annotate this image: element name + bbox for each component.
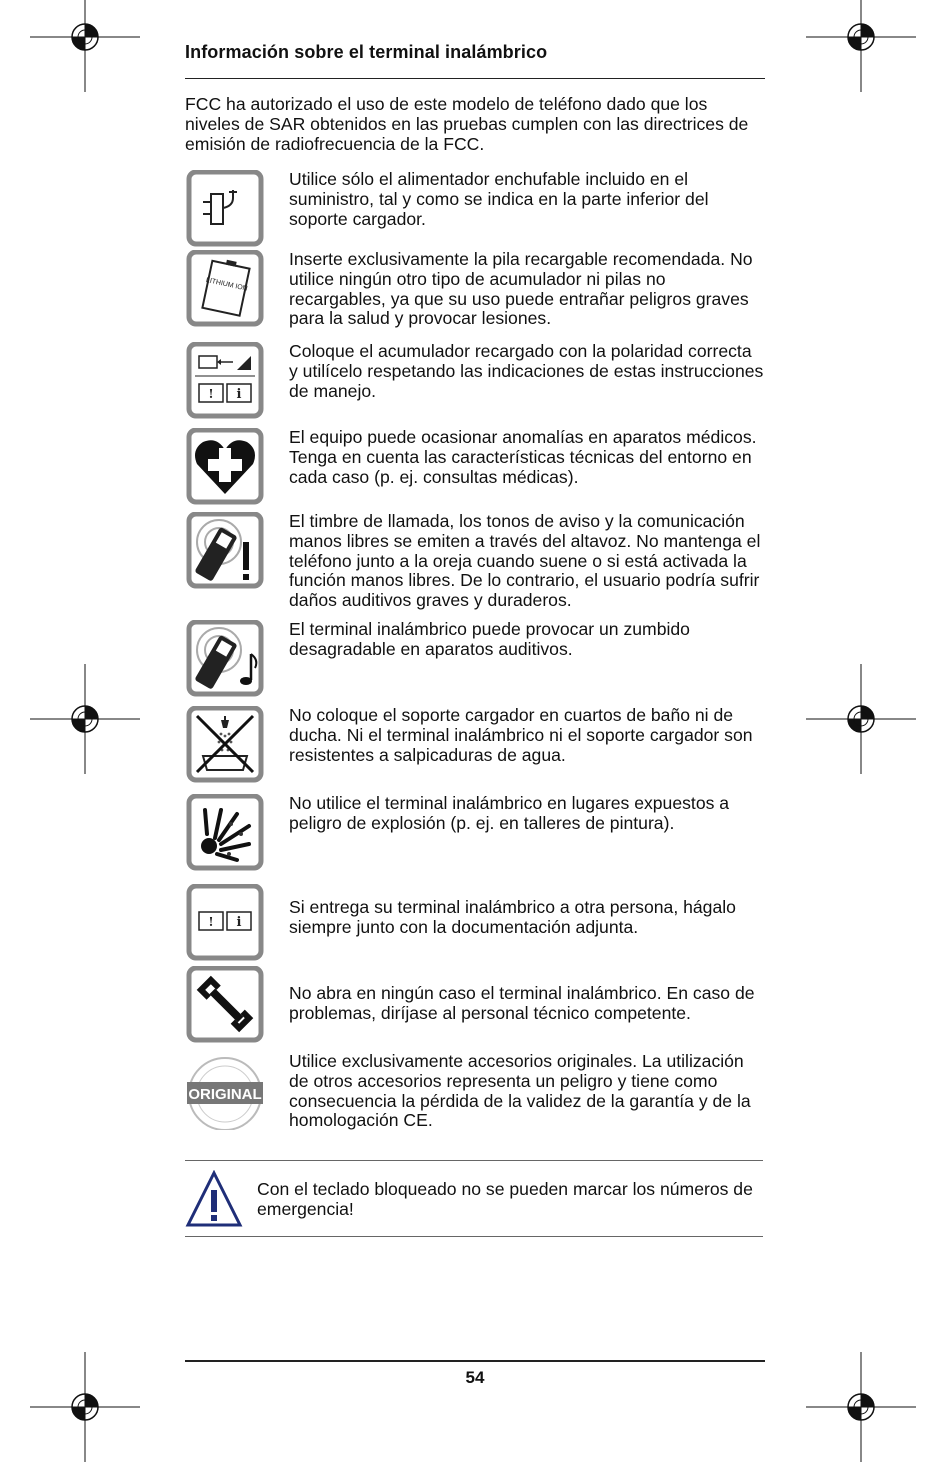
registration-mark-icon [30, 664, 140, 774]
wrench-icon [185, 966, 265, 1044]
warning-bottom-rule [185, 1236, 763, 1237]
safety-item-text: No abra en ningún caso el terminal inalámbrico. En caso de problemas, diríjase al personal técnico competente. [289, 983, 755, 1023]
battery-label: LITHIUM ION [205, 276, 249, 293]
safety-item-text: Inserte exclusivamente la pila recargable recomendada. No utilice ningún otro tipo de acumulador ni pilas no recargables, ya que su uso puede entrañar peligros graves para la salud y provocar lesiones. [289, 249, 753, 329]
medical-heart-icon [185, 428, 265, 506]
original-seal-icon [185, 1052, 265, 1130]
registration-mark-icon [30, 0, 140, 92]
registration-mark-icon [806, 0, 916, 92]
safety-item-text: Utilice exclusivamente accesorios originales. La utilización de otros accesorios representa un peligro y tiene como consecuencia la pérdida de la validez de la garantía y de la homologación CE. [289, 1051, 751, 1131]
svg-text:!: ! [208, 915, 214, 929]
page-header [185, 42, 765, 63]
safety-item-text: El timbre de llamada, los tonos de aviso y la comunicación manos libres se emiten a través del altavoz. No mantenga el teléfono junto a la oreja cuando suene o si está activada la función manos libres. De lo contrario, el usuario podría sufrir daños auditivos graves y duraderos. [289, 511, 761, 611]
battery-polarity-manual-icon [185, 342, 265, 420]
safety-item-text: No utilice el terminal inalámbrico en lugares expuestos a peligro de explosión (p. ej. en talleres de pintura). [289, 793, 730, 833]
no-bathroom-icon [185, 706, 265, 784]
footer-divider [185, 1360, 765, 1362]
original-seal-label: ORIGINAL [188, 1086, 262, 1103]
intro-paragraph: FCC ha autorizado el uso de este modelo de teléfono dado que los niveles de SAR obtenidos en las pruebas cumplen con las directrices de emisión de radiofrecuencia de la FCC. [185, 94, 749, 154]
power-adapter-icon [185, 170, 265, 248]
registration-mark-icon [30, 1352, 140, 1462]
warning-top-rule [185, 1160, 763, 1161]
explosion-hazard-icon [185, 794, 265, 872]
svg-text:i: i [236, 387, 242, 402]
header-divider [185, 78, 765, 79]
battery-icon [185, 250, 265, 328]
page-title: Información sobre el terminal inalámbrico [185, 42, 548, 62]
safety-item-text: Utilice sólo el alimentador enchufable incluido en el suministro, tal y como se indica en la parte inferior del soporte cargador. [289, 169, 709, 229]
warning-text: Con el teclado bloqueado no se pueden marcar los números de emergencia! [257, 1179, 753, 1219]
safety-item-text: No coloque el soporte cargador en cuartos de baño ni de ducha. Ni el terminal inalámbrico ni el soporte cargador son resistentes a salpicaduras de agua. [289, 705, 753, 765]
page-number: 54 [465, 1368, 485, 1387]
safety-item-text: El equipo puede ocasionar anomalías en aparatos médicos. Tenga en cuenta las características técnicas del entorno en cada caso (p. ej. consultas médicas). [289, 427, 757, 487]
svg-text:i: i [236, 915, 242, 930]
hearing-aid-hum-icon [185, 620, 265, 698]
safety-item-text: El terminal inalámbrico puede provocar un zumbido desagradable en aparatos auditivos. [289, 619, 690, 659]
warning-triangle-icon [185, 1170, 243, 1228]
loud-ringer-warning-icon [185, 512, 265, 590]
safety-item-text: Coloque el acumulador recargado con la polaridad correcta y utilícelo respetando las indicaciones de estas instrucciones de manejo. [289, 341, 764, 401]
registration-mark-icon [806, 1352, 916, 1462]
registration-mark-icon [806, 664, 916, 774]
safety-item-text: Si entrega su terminal inalámbrico a otra persona, hágalo siempre junto con la documentación adjunta. [289, 897, 736, 937]
manual-icon [185, 884, 265, 962]
svg-text:!: ! [208, 387, 214, 401]
